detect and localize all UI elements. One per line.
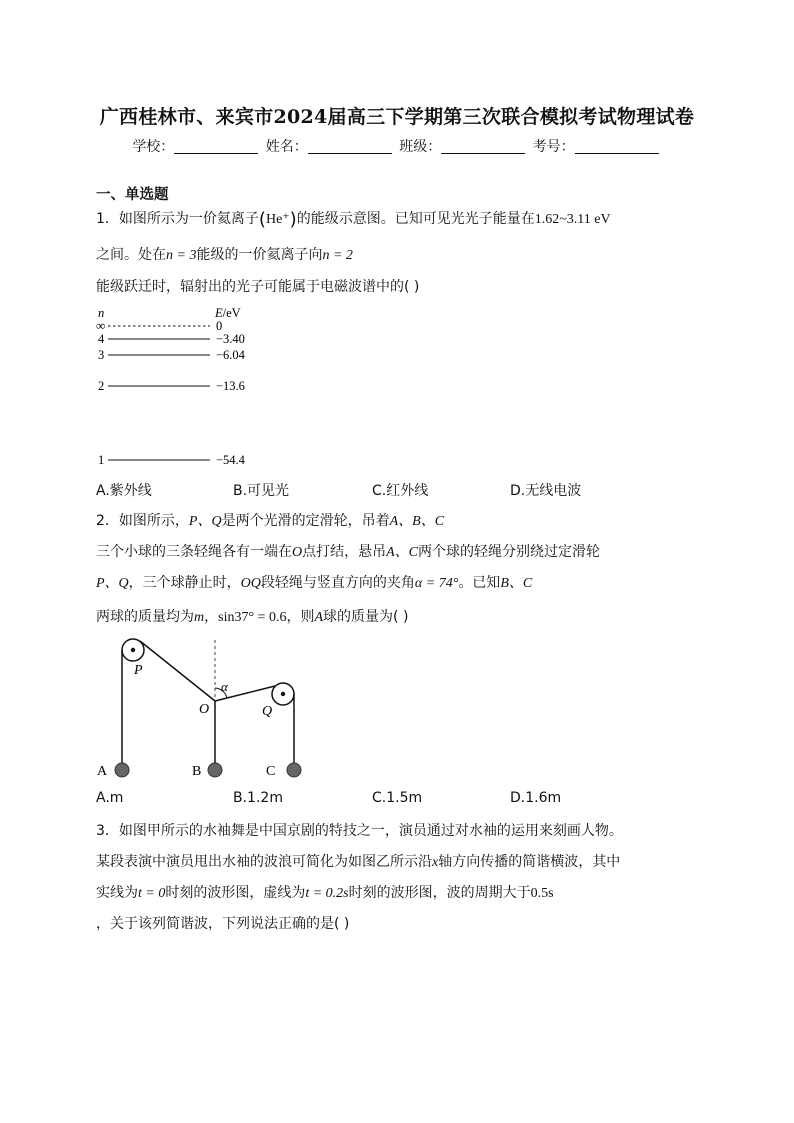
q2-text: 球的质量为( ) <box>323 609 409 625</box>
q1-text: 1．如图所示为一价氦离子 <box>96 211 259 227</box>
q2-text: 三个小球的三条轻绳各有一端在 <box>96 544 292 560</box>
q2-line-4 <box>96 606 408 626</box>
name-blank[interactable] <box>308 139 392 154</box>
label-c: C <box>266 764 276 779</box>
class-blank[interactable] <box>441 139 525 154</box>
q1-text: 能级的一价氦离子向 <box>196 247 323 263</box>
q3-line-4: ，关于该列简谐波，下列说法正确的是( ) <box>96 916 350 932</box>
q1-line-2 <box>96 244 353 264</box>
q2-line-1 <box>96 510 444 530</box>
q2-text: 段轻绳与竖直方向的夹角 <box>260 575 415 591</box>
q1-option-b[interactable]: B.可见光 <box>233 483 290 499</box>
label-b: B <box>192 764 202 779</box>
q1-text: 的能级示意图。已知可见光光子能量在 <box>296 211 535 227</box>
level-n2: n = 2 <box>322 248 353 263</box>
pulleys-pq: P、Q <box>96 576 129 591</box>
time-t0: t = 0 <box>138 886 166 901</box>
energy-level-diagram <box>90 302 270 472</box>
level-4-energy: −3.40 <box>216 332 245 346</box>
n-axis-label: n <box>98 306 105 320</box>
q1-line-1 <box>96 208 611 230</box>
rope-oq: OQ <box>240 576 261 591</box>
q1-option-a[interactable]: A.紫外线 <box>96 483 152 499</box>
q3-text: 时刻的波形图，波的周期大于 <box>348 885 531 901</box>
q2-text: 是两个光滑的定滑轮，吊着 <box>221 513 390 529</box>
level-2-n: 2 <box>98 379 105 393</box>
q3-line-3 <box>96 882 554 902</box>
q2-option-a[interactable] <box>96 790 123 806</box>
level-1-n: 1 <box>98 453 105 467</box>
q3-text: 实线为 <box>96 885 138 901</box>
paren-close: ) <box>289 209 297 230</box>
level-n3: n = 3 <box>166 248 197 263</box>
q2-option-d-label: D.1.6m <box>510 790 562 806</box>
energy-axis-label <box>214 306 241 320</box>
school-blank[interactable] <box>174 139 258 154</box>
balls-bc: B、C <box>500 576 533 591</box>
q2-text: 。已知 <box>458 575 501 591</box>
q1-text: 之间。处在 <box>96 247 166 263</box>
energy-axis-label-unit: /eV <box>222 306 241 320</box>
q3-line-1: 3．如图甲所示的水袖舞是中国京剧的特技之一，演员通过对水袖的运用来刻画人物。 <box>96 823 623 839</box>
exam-number-blank[interactable] <box>575 139 659 154</box>
q2-text: 点打结，悬吊 <box>302 544 387 560</box>
level-inf-n: ∞ <box>96 318 106 333</box>
q2-text: 两球的质量均为 <box>96 609 194 625</box>
q1-option-c[interactable]: C.红外线 <box>372 483 429 499</box>
q2-option-b-label: B.1.2m <box>233 790 283 806</box>
q2-text: ，三个球静止时， <box>128 575 241 591</box>
page-title: 广西桂林市、来宾市2024届高三下学期第三次联合模拟考试物理试卷 <box>99 106 695 128</box>
level-2-energy: −13.6 <box>216 379 245 393</box>
label-o: O <box>199 702 210 717</box>
q2-line-2 <box>96 541 600 561</box>
q2-text: ， <box>204 609 219 625</box>
energy-axis-label-e: E <box>215 306 223 320</box>
sin-value: sin37° = 0.6 <box>218 610 287 625</box>
balls-abc: A、B、C <box>389 514 445 529</box>
mass-m: m <box>194 610 205 625</box>
q1-option-d[interactable]: D.无线电波 <box>510 483 582 499</box>
q2-text: 2．如图所示， <box>96 513 189 529</box>
q3-text: 轴方向传播的简谐横波，其中 <box>438 854 621 870</box>
q2-text: ，则 <box>286 609 315 625</box>
q2-option-c[interactable] <box>372 790 422 806</box>
level-3-energy: −6.04 <box>216 348 245 362</box>
angle-alpha: α = 74° <box>414 576 459 591</box>
pulley-diagram <box>90 628 320 788</box>
exam-number-label: 考号： <box>532 139 575 155</box>
label-q: Q <box>262 704 273 719</box>
q2-line-3 <box>96 572 532 592</box>
q2-option-c-label: C.1.5m <box>372 790 423 806</box>
class-label: 班级： <box>399 139 442 155</box>
q3-text: 某段表演中演员甩出水袖的波浪可简化为如图乙所示沿 <box>96 854 432 870</box>
ball-a <box>115 763 129 777</box>
knot-o: O <box>292 545 303 560</box>
period-value: 0.5s <box>530 886 554 901</box>
helium-ion-symbol: He⁺ <box>265 212 290 227</box>
level-3-n: 3 <box>98 348 105 362</box>
paren-open: ( <box>258 209 266 230</box>
pulleys-pq: P、Q <box>188 514 222 529</box>
balls-ac: A、C <box>386 545 419 560</box>
school-label: 学校： <box>132 139 175 155</box>
ball-c <box>287 763 301 777</box>
visible-energy-range: 1.62~3.11 eV <box>534 212 611 227</box>
level-inf-energy: 0 <box>216 319 223 333</box>
level-1-energy: −54.4 <box>216 453 245 467</box>
q2-option-b[interactable] <box>233 790 283 806</box>
q1-line-3: 能级跃迁时，辐射出的光子可能属于电磁波谱中的( ) <box>96 279 420 295</box>
pulley-p-axle <box>131 648 135 652</box>
q3-line-2 <box>96 851 620 871</box>
pulley-q-axle <box>281 692 285 696</box>
rope-po <box>140 641 215 701</box>
student-info-row <box>0 136 794 156</box>
ball-b <box>208 763 222 777</box>
q2-option-d[interactable] <box>510 790 561 806</box>
q2-text: 两个球的轻绳分别绕过定滑轮 <box>418 544 601 560</box>
x-axis-ref: x <box>432 855 439 870</box>
label-a: A <box>97 764 108 779</box>
label-alpha: α <box>221 679 228 694</box>
q2-option-a-label: A.m <box>96 790 124 806</box>
level-4-n: 4 <box>98 332 105 346</box>
label-p: P <box>134 663 143 678</box>
name-label: 姓名： <box>265 139 308 155</box>
section-title: 一、单选题 <box>96 187 169 203</box>
q3-text: 时刻的波形图，虚线为 <box>165 885 306 901</box>
time-t02: t = 0.2s <box>305 886 349 901</box>
ball-a-ref: A <box>314 610 324 625</box>
